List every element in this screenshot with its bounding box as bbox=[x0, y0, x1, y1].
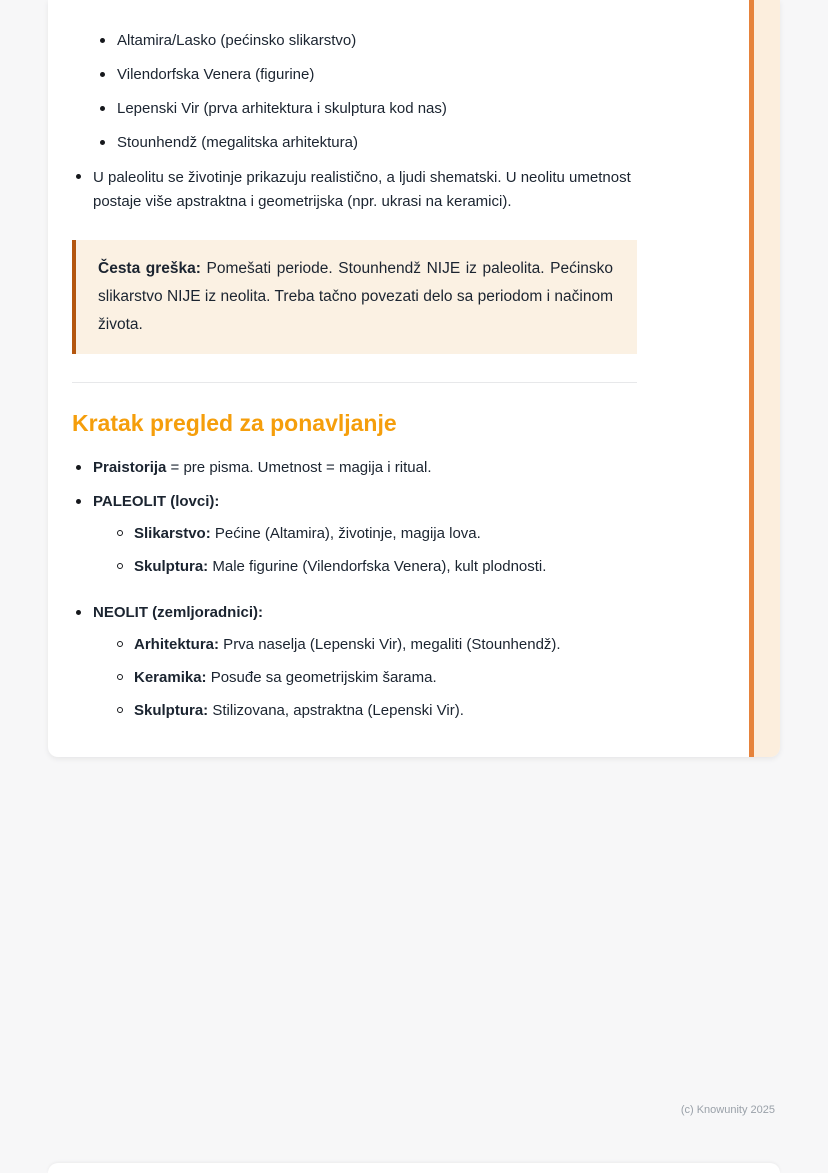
bullet-icon bbox=[100, 72, 105, 77]
term-text: Prva naselja (Lepenski Vir), megaliti (Stounhendž). bbox=[219, 636, 561, 653]
hollow-bullet-icon bbox=[117, 530, 123, 536]
term-text: Pećine (Altamira), životinje, magija lova. bbox=[210, 525, 481, 542]
list-item-text: Stounhendž (megalitska arhitektura) bbox=[117, 134, 358, 151]
list-item bbox=[117, 556, 637, 577]
hollow-bullet-icon bbox=[117, 641, 123, 647]
term-text: = pre pisma. Umetnost = magija i ritual. bbox=[166, 459, 432, 476]
page-card bbox=[48, 0, 780, 757]
term-label: Arhitektura: bbox=[134, 636, 220, 653]
hollow-bullet-icon bbox=[117, 674, 123, 680]
hollow-bullet-icon bbox=[117, 563, 123, 569]
bullet-icon bbox=[76, 465, 81, 470]
list-item-text: Lepenski Vir (prva arhitektura i skulptura kod nas) bbox=[117, 100, 447, 117]
list-item bbox=[76, 602, 637, 733]
examples-list bbox=[100, 30, 637, 153]
list-item bbox=[117, 634, 637, 655]
term-text: Posuđe sa geometrijskim šarama. bbox=[206, 669, 437, 686]
list-item-text bbox=[93, 457, 637, 478]
bullet-icon bbox=[100, 140, 105, 145]
list-item-text bbox=[93, 602, 637, 733]
common-mistake-callout bbox=[72, 240, 637, 354]
list-item-text: Vilendorfska Venera (figurine) bbox=[117, 66, 315, 83]
term-label: Slikarstvo: bbox=[134, 525, 211, 542]
list-item bbox=[76, 491, 637, 589]
section-heading: Kratak pregled za ponavljanje bbox=[72, 410, 397, 436]
list-item bbox=[76, 457, 637, 478]
bullet-icon bbox=[100, 38, 105, 43]
term-text: Male figurine (Vilendorfska Venera), kult plodnosti. bbox=[208, 558, 547, 575]
list-item-text bbox=[134, 667, 637, 688]
term-label: Praistorija bbox=[93, 459, 167, 476]
nested-list bbox=[117, 634, 637, 721]
page-content bbox=[72, 0, 637, 746]
list-item bbox=[100, 64, 637, 85]
list-item bbox=[100, 98, 637, 119]
term-heading bbox=[93, 602, 637, 623]
callout-text bbox=[98, 255, 613, 339]
list-item-text bbox=[134, 700, 637, 721]
term-text: Stilizovana, apstraktna (Lepenski Vir). bbox=[208, 702, 464, 719]
term-label: Keramika: bbox=[134, 669, 207, 686]
term-label: NEOLIT (zemljoradnici): bbox=[93, 604, 264, 621]
summary-list bbox=[76, 457, 637, 733]
term-label: Skulptura: bbox=[134, 702, 209, 719]
list-item bbox=[100, 132, 637, 153]
hollow-bullet-icon bbox=[117, 707, 123, 713]
list-item-text: U paleolitu se životinje prikazuju realistično, a ljudi shematski. U neolitu umetnost postaje više apstraktna i geometrijska (npr. ukrasi na keramici). bbox=[93, 169, 631, 210]
term-label: PALEOLIT (lovci): bbox=[93, 493, 220, 510]
bullet-icon bbox=[76, 174, 81, 179]
list-item bbox=[117, 700, 637, 721]
copyright-footer: (c) Knowunity 2025 bbox=[680, 1104, 775, 1116]
list-item-text: Altamira/Lasko (pećinsko slikarstvo) bbox=[117, 32, 357, 49]
bullet-icon bbox=[100, 106, 105, 111]
callout-body: Pomešati periode. Stounhendž NIJE iz paleolita. Pećinsko slikarstvo NIJE iz neolita. Treba tačno povezati delo sa periodom i načinom života. bbox=[98, 260, 614, 333]
list-item-text bbox=[134, 556, 637, 577]
list-item-text bbox=[134, 523, 637, 544]
list-item-text bbox=[134, 634, 637, 655]
bullet-icon bbox=[76, 499, 81, 504]
term-label: Skulptura: bbox=[134, 558, 209, 575]
intro-list bbox=[76, 166, 637, 214]
list-item bbox=[100, 30, 637, 51]
list-item bbox=[117, 523, 637, 544]
list-item-text bbox=[93, 491, 637, 589]
page-accent-line bbox=[749, 0, 754, 757]
section-divider bbox=[72, 382, 637, 383]
list-item bbox=[117, 667, 637, 688]
bullet-icon bbox=[76, 610, 81, 615]
list-item bbox=[76, 166, 637, 214]
next-page-edge bbox=[48, 1163, 780, 1173]
term-heading bbox=[93, 491, 637, 512]
nested-list bbox=[117, 523, 637, 577]
callout-label: Česta greška: bbox=[98, 260, 201, 277]
page-accent-strip bbox=[754, 0, 780, 757]
